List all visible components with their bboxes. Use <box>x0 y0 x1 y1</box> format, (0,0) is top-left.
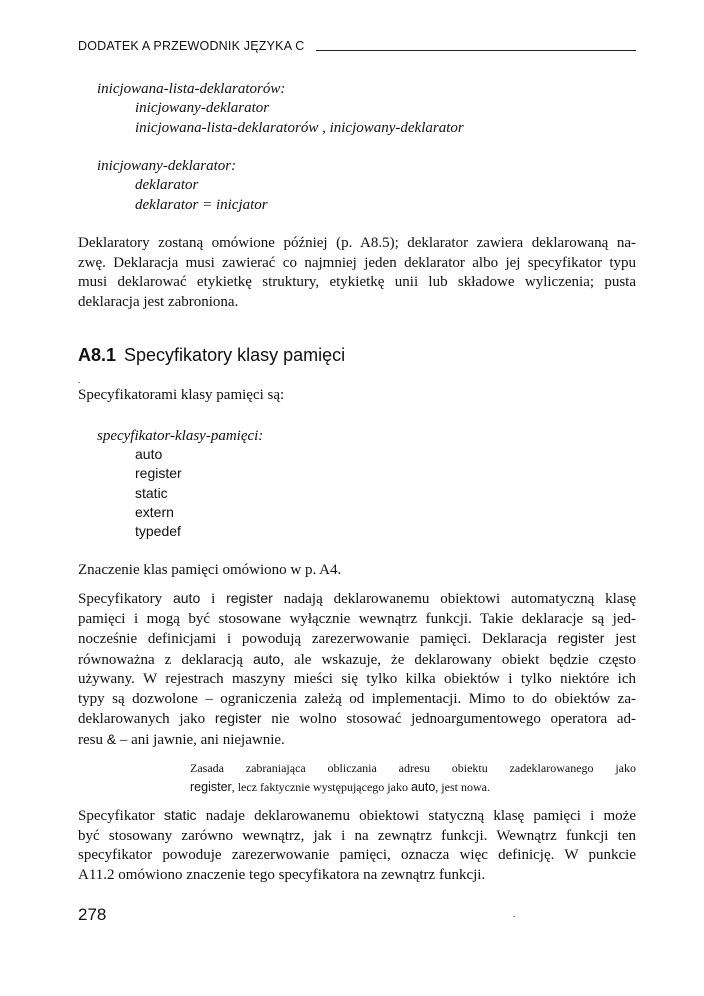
text-line: nocześnie definicjami i powodują zarezerwowanie pamięci. Deklaracja register jest <box>78 630 636 647</box>
grammar-alternative: inicjowana-lista-deklaratorów , inicjowany-deklarator <box>135 120 464 136</box>
inline-keyword: register <box>226 590 273 606</box>
grammar-rule-name: inicjowany-deklarator: <box>97 158 237 174</box>
scan-speck <box>513 916 515 917</box>
running-header: DODATEK A PRZEWODNIK JĘZYKA C <box>78 39 305 53</box>
grammar-alternative: inicjowany-deklarator <box>135 100 270 116</box>
paragraph-auto-register <box>78 589 636 750</box>
text-line: musi deklarować etykietkę struktury, etykietkę unii lub składowe wyliczenia; pusta <box>78 274 636 290</box>
keyword-register: register <box>135 465 182 481</box>
text-line: deklaracja jest zabroniona. <box>78 293 239 310</box>
inline-keyword: static <box>163 807 197 823</box>
text-line: Specyfikator static nadaje deklarowanemu obiektowi statyczną klasę pamięci i może <box>78 807 637 824</box>
section-number: A8.1 <box>78 345 117 365</box>
historical-note <box>190 759 636 797</box>
grammar-rule-name: specyfikator-klasy-pamięci: <box>97 428 264 444</box>
keyword-extern: extern <box>135 504 174 520</box>
keyword-static: static <box>135 485 168 501</box>
text-line: równoważna z deklaracją auto, ale wskazuje, że deklarowany obiekt będzie często <box>78 650 636 668</box>
section-heading <box>78 345 345 366</box>
inline-keyword: register <box>214 710 262 726</box>
note-line: register, lecz faktycznie występującego jako auto, jest nowa. <box>190 780 490 794</box>
header-rule <box>316 50 636 51</box>
text-line: specyfikator powoduje zarezerwowanie pamięci, oznacza więc definicję. W punkcie <box>78 847 636 863</box>
inline-keyword: auto <box>172 590 201 606</box>
grammar-alternative: deklarator = inicjator <box>135 197 268 213</box>
text-line: deklarowanych jako register nie wolno stosować jednoargumentowego operatora ad- <box>78 710 636 727</box>
grammar-alternative: deklarator <box>135 177 199 193</box>
text-line: pamięci i mogą być stosowane wyłącznie wewnątrz funkcji. Takie deklaracje są jed- <box>78 610 636 627</box>
paragraph-storage-classes: Znaczenie klas pamięci omówiono w p. A4. <box>78 562 342 578</box>
inline-keyword: register <box>557 630 605 646</box>
keyword-auto: auto <box>135 446 163 462</box>
inline-keyword: register <box>190 780 232 794</box>
text-line: A11.2 omówiono znaczenie tego specyfikatora na zewnątrz funkcji. <box>78 866 486 883</box>
text-line: typy są dozwolone – ograniczenia zależą od implementacji. Mimo to do obiektów za- <box>78 690 636 707</box>
inline-keyword: auto <box>252 650 281 667</box>
section-title: Specyfikatory klasy pamięci <box>124 345 346 365</box>
text-line: Specyfikatory auto i register nadają deklarowanemu obiektowi automatyczną klasę <box>78 590 636 607</box>
text-line: używany. W rejestrach maszyny mieści się tylko kilka obiektów i tylko niektóre ich <box>78 671 636 687</box>
intro-sentence: Specyfikatorami klasy pamięci są: <box>78 387 285 403</box>
grammar-rule-name: inicjowana-lista-deklaratorów: <box>97 81 286 97</box>
page-number: 278 <box>78 905 107 924</box>
text-line: zwę. Deklaracja musi zawierać co najmniej jeden deklarator albo jej specyfikator typu <box>78 254 636 271</box>
note-line: Zasada zabraniająca obliczania adresu obiektu zadeklarowanego jako <box>190 761 636 775</box>
text-line: resu & – ani jawnie, ani niejawnie. <box>78 730 285 748</box>
inline-keyword: auto <box>410 780 436 794</box>
scan-speck <box>78 382 80 383</box>
inline-keyword: & <box>106 730 117 747</box>
paragraph-declarators <box>78 234 636 312</box>
keyword-typedef: typedef <box>135 523 181 539</box>
text-line: być stosowany zarówno wewnątrz, jak i na zewnątrz funkcji. Wewnątrz funkcji ten <box>78 827 636 844</box>
text-line: Deklaratory zostaną omówione później (p. A8.5); deklarator zawiera deklarowaną na- <box>78 235 636 251</box>
paragraph-static <box>78 806 636 885</box>
